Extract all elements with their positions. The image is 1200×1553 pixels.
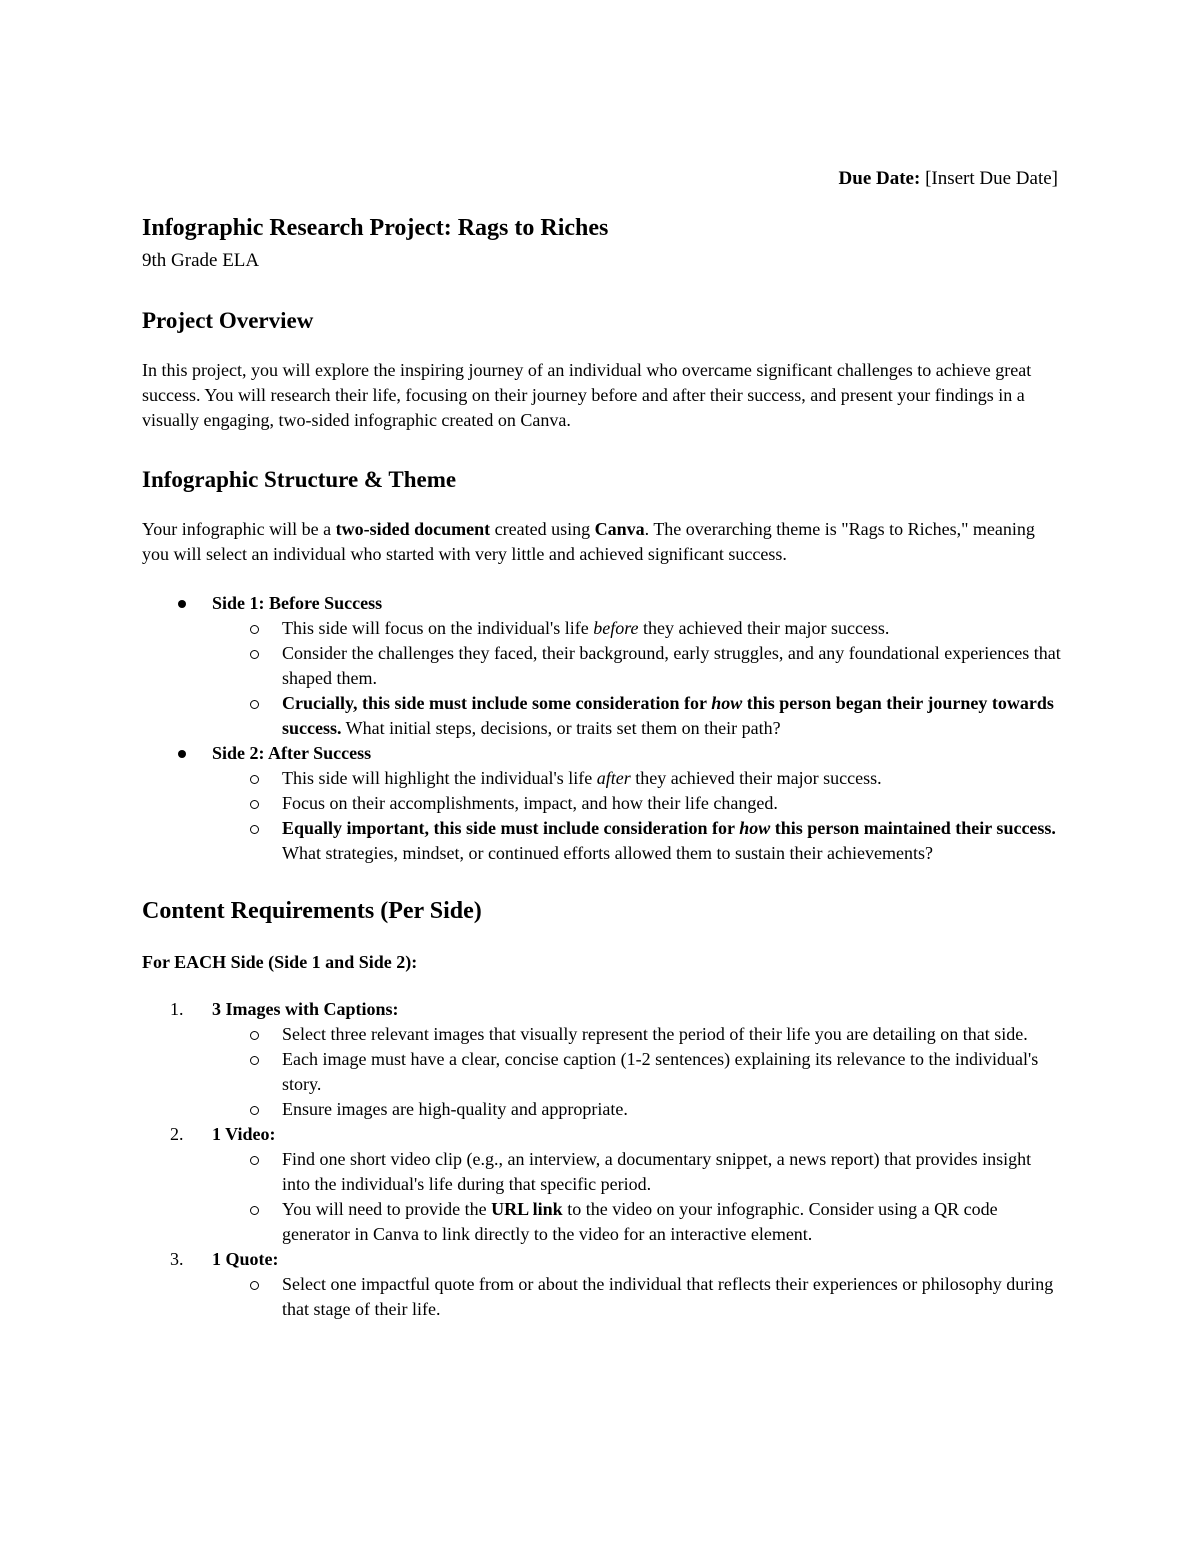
hollow-bullet-icon [250, 1056, 259, 1065]
list-item: Equally important, this side must include consideration for how this person maintained their success. What strategies, mindset, or continued efforts allowed them to sustain their achievements? [212, 816, 1062, 866]
document-subtitle: 9th Grade ELA [142, 250, 260, 271]
overview-paragraph: In this project, you will explore the inspiring journey of an individual who overcame significant challenges to achieve great success. You will research their life, focusing on their journey before and after their success, and present your findings in a visually engaging, two-sided infographic created on Canva. [142, 360, 1032, 430]
list-number: 2. [170, 1124, 184, 1144]
overview-heading: Project Overview [142, 308, 314, 333]
due-date-label: Due Date: [838, 168, 921, 189]
hollow-bullet-icon [250, 825, 259, 834]
list-number: 1. [170, 999, 184, 1019]
requirement-label: 3 Images with Captions: [212, 999, 399, 1019]
hollow-bullet-icon [250, 775, 259, 784]
side-1-sublist [212, 616, 1062, 741]
hollow-bullet-icon [250, 625, 259, 634]
hollow-bullet-icon [250, 1031, 259, 1040]
side-2-sublist [212, 766, 1062, 866]
structure-heading: Infographic Structure & Theme [142, 467, 457, 492]
sides-list [142, 591, 1062, 866]
list-item: Ensure images are high-quality and appropriate. [212, 1097, 1062, 1122]
list-item: Focus on their accomplishments, impact, and how their life changed. [212, 791, 1062, 816]
requirement-label: 1 Quote: [212, 1249, 279, 1269]
hollow-bullet-icon [250, 650, 259, 659]
hollow-bullet-icon [250, 1281, 259, 1290]
requirement-label: 1 Video: [212, 1124, 276, 1144]
bullet-dot-icon [172, 741, 192, 758]
requirement-images [142, 997, 1062, 1122]
list-item: Crucially, this side must include some consideration for how this person began their journey towards success. What initial steps, decisions, or traits set them on their path? [212, 691, 1062, 741]
list-number: 3. [170, 1249, 184, 1269]
content-requirements-heading: Content Requirements (Per Side) [142, 898, 482, 924]
url-link-emphasis: URL link [491, 1199, 563, 1219]
list-item: Each image must have a clear, concise caption (1-2 sentences) explaining its relevance to the individual's story. [212, 1047, 1062, 1097]
document-title: Infographic Research Project: Rags to Riches [142, 215, 609, 241]
hollow-bullet-icon [250, 1156, 259, 1165]
two-sided-document-emphasis: two-sided document [335, 519, 491, 539]
side-2-item [142, 741, 1062, 866]
requirement-quote [142, 1247, 1062, 1322]
list-item: Select three relevant images that visually represent the period of their life you are detailing on that side. [212, 1022, 1062, 1047]
side-2-label: Side 2: After Success [212, 743, 372, 763]
requirements-list [142, 997, 1062, 1322]
structure-intro: Your infographic will be a two-sided document created using Canva. The overarching theme is "Rags to Riches," meaning you will select an individual who started with very little and achieved significant success. [142, 519, 1035, 564]
list-item: This side will focus on the individual's life before they achieved their major success. [212, 616, 1062, 641]
canva-emphasis: Canva [594, 519, 645, 539]
requirement-video [142, 1122, 1062, 1247]
list-item: Find one short video clip (e.g., an interview, a documentary snippet, a news report) that provides insight into the individual's life during that specific period. [212, 1147, 1062, 1197]
list-item: This side will highlight the individual's life after they achieved their major success. [212, 766, 1062, 791]
document-page [142, 166, 1062, 1322]
side-1-item [142, 591, 1062, 741]
hollow-bullet-icon [250, 800, 259, 809]
list-item: Select one impactful quote from or about the individual that reflects their experiences or philosophy during that stage of their life. [212, 1272, 1062, 1322]
list-item: Consider the challenges they faced, their background, early struggles, and any foundational experiences that shaped them. [212, 641, 1062, 691]
list-item: You will need to provide the URL link to the video on your infographic. Consider using a QR code generator in Canva to link directly to the video for an interactive element. [212, 1197, 1062, 1247]
side-1-label: Side 1: Before Success [212, 593, 383, 613]
hollow-bullet-icon [250, 1206, 259, 1215]
due-date-value: [Insert Due Date] [925, 168, 1058, 189]
hollow-bullet-icon [250, 700, 259, 709]
content-subhead: For EACH Side (Side 1 and Side 2): [142, 952, 418, 972]
bullet-dot-icon [172, 591, 192, 608]
hollow-bullet-icon [250, 1106, 259, 1115]
due-date-line [142, 166, 1062, 192]
